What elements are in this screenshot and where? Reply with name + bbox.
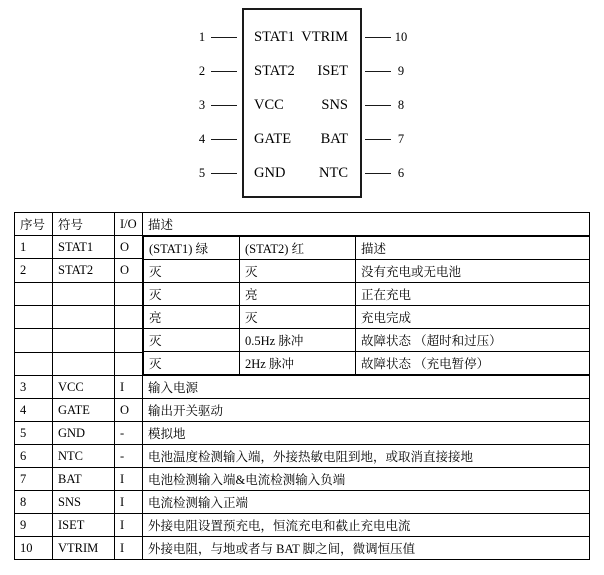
cell-io: O (115, 399, 143, 422)
cell-symbol: STAT1 (53, 236, 115, 259)
cell-stat-matrix (143, 236, 590, 376)
pin-right-7 (242, 122, 408, 156)
cell-index: 5 (15, 422, 53, 445)
cell-symbol (53, 282, 115, 305)
cell-symbol: BAT (53, 468, 115, 491)
stat-row (144, 260, 590, 283)
cell-index (15, 329, 53, 352)
cell-symbol (53, 329, 115, 352)
pin-number: 8 (397, 97, 405, 112)
cell-description: 电池检测输入端&电流检测输入负端 (143, 468, 590, 491)
pin-number: 7 (397, 131, 405, 146)
cell-index: 4 (15, 399, 53, 422)
stat-col2: 亮 (240, 283, 356, 306)
stat-col3: 没有充电或无电池 (356, 260, 590, 283)
stat-col3: 充电完成 (356, 306, 590, 329)
cell-index (15, 282, 53, 305)
stat-col3: 正在充电 (356, 283, 590, 306)
cell-io (115, 305, 143, 328)
pin-right-10 (242, 20, 408, 54)
stat-col3: 故障状态 （充电暂停） (356, 352, 590, 375)
table-row (15, 445, 590, 468)
table-row (15, 537, 590, 560)
table-row (15, 491, 590, 514)
pin-number: 1 (198, 29, 206, 44)
stat-col2: 0.5Hz 脉冲 (240, 329, 356, 352)
pin-label: SNS (321, 96, 348, 113)
header-index: 序号 (15, 213, 53, 236)
cell-symbol: STAT2 (53, 259, 115, 282)
cell-symbol: VCC (53, 376, 115, 399)
pin-number: 3 (198, 97, 206, 112)
pin-right-8 (242, 88, 408, 122)
table-row (15, 422, 590, 445)
cell-description: 模拟地 (143, 422, 590, 445)
stat-col2: 灭 (240, 306, 356, 329)
pin-label: BAT (320, 130, 348, 147)
pin-description-table (14, 212, 590, 560)
stat-header-col1: (STAT1) 绿 (144, 237, 240, 260)
pinout-diagram (0, 0, 604, 205)
pin-number: 5 (198, 165, 206, 180)
cell-index: 7 (15, 468, 53, 491)
pin-label: STAT1 (254, 28, 295, 45)
cell-index: 9 (15, 514, 53, 537)
cell-symbol (53, 352, 115, 375)
cell-symbol: NTC (53, 445, 115, 468)
cell-index (15, 352, 53, 375)
stat-col1: 亮 (144, 306, 240, 329)
table-row (15, 236, 590, 259)
pin-number: 10 (394, 29, 408, 44)
cell-io (115, 352, 143, 375)
pin-lead (365, 37, 391, 38)
cell-index: 1 (15, 236, 53, 259)
cell-description: 外接电阻设置预充电，恒流充电和截止充电电流 (143, 514, 590, 537)
pin-lead (211, 37, 237, 38)
pin-lead (211, 71, 237, 72)
pin-number: 2 (198, 63, 206, 78)
cell-index: 10 (15, 537, 53, 560)
cell-symbol: ISET (53, 514, 115, 537)
cell-symbol (53, 305, 115, 328)
cell-index: 8 (15, 491, 53, 514)
stat-col2: 2Hz 脉冲 (240, 352, 356, 375)
stat-header-col2: (STAT2) 红 (240, 237, 356, 260)
cell-symbol: GATE (53, 399, 115, 422)
pin-number: 4 (198, 131, 206, 146)
table-row (15, 468, 590, 491)
cell-io: - (115, 445, 143, 468)
pin-lead (211, 105, 237, 106)
header-io: I/O (115, 213, 143, 236)
cell-io: I (115, 537, 143, 560)
table-row (15, 376, 590, 399)
pin-label: NTC (319, 164, 348, 181)
cell-io: I (115, 514, 143, 537)
pin-label: VTRIM (301, 28, 348, 45)
cell-io (115, 329, 143, 352)
cell-index (15, 305, 53, 328)
pin-lead (365, 139, 391, 140)
pin-label: GATE (254, 130, 292, 147)
stat-col3: 故障状态 （超时和过压） (356, 329, 590, 352)
pin-lead (365, 71, 391, 72)
pin-label: STAT2 (254, 62, 295, 79)
cell-io: - (115, 422, 143, 445)
cell-description: 输出开关驱动 (143, 399, 590, 422)
cell-io: I (115, 491, 143, 514)
cell-index: 6 (15, 445, 53, 468)
cell-index: 2 (15, 259, 53, 282)
cell-io: O (115, 236, 143, 259)
cell-io: I (115, 376, 143, 399)
pin-right-6 (242, 156, 408, 190)
stat-col1: 灭 (144, 352, 240, 375)
pin-label: ISET (317, 62, 348, 79)
cell-io: O (115, 259, 143, 282)
cell-symbol: VTRIM (53, 537, 115, 560)
pin-lead (211, 173, 237, 174)
stat-row (144, 352, 590, 375)
cell-description: 输入电源 (143, 376, 590, 399)
cell-symbol: GND (53, 422, 115, 445)
cell-index: 3 (15, 376, 53, 399)
stat-row (144, 329, 590, 352)
pin-lead (365, 105, 391, 106)
cell-description: 电池温度检测输入端，外接热敏电阻到地，或取消直接接地 (143, 445, 590, 468)
pin-lead (211, 139, 237, 140)
pin-label: VCC (254, 96, 284, 113)
pin-label: GND (254, 164, 286, 181)
stat-header-col3: 描述 (356, 237, 590, 260)
stat-row (144, 306, 590, 329)
header-symbol: 符号 (53, 213, 115, 236)
pin-number: 9 (397, 63, 405, 78)
cell-description: 外接电阻，与地或者与 BAT 脚之间，微调恒压值 (143, 537, 590, 560)
stat-col1: 灭 (144, 283, 240, 306)
pin-lead (365, 173, 391, 174)
table-row (15, 399, 590, 422)
header-description: 描述 (143, 213, 590, 236)
stat-col1: 灭 (144, 260, 240, 283)
stat-col2: 灭 (240, 260, 356, 283)
table-row (15, 514, 590, 537)
stat-row (144, 283, 590, 306)
cell-description: 电流检测输入正端 (143, 491, 590, 514)
cell-io (115, 282, 143, 305)
cell-io: I (115, 468, 143, 491)
stat-header-row (144, 237, 590, 260)
stat-col1: 灭 (144, 329, 240, 352)
cell-symbol: SNS (53, 491, 115, 514)
stat-matrix-table (143, 236, 590, 375)
pin-right-9 (242, 54, 408, 88)
pin-number: 6 (397, 165, 405, 180)
table-header-row (15, 213, 590, 236)
